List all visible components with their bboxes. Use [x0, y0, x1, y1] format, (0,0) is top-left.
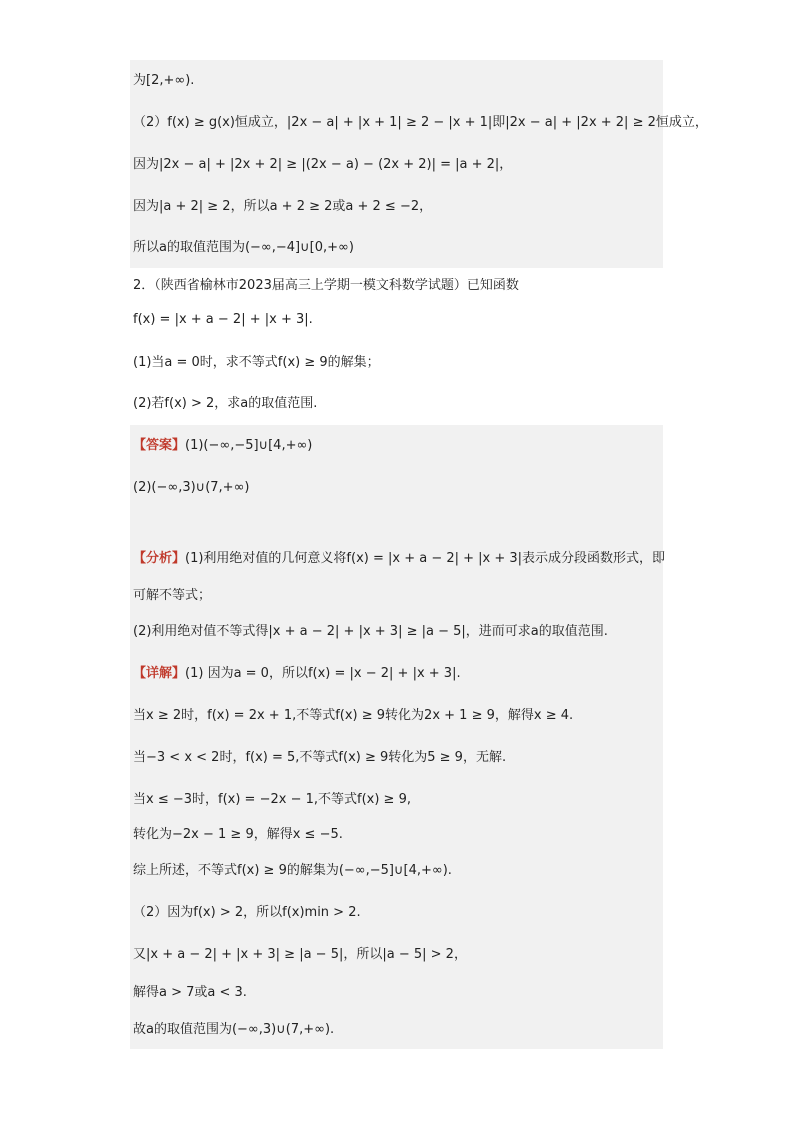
problem-heading: 2．（陕西省榆林市2023届高三上学期一模文科数学试题）已知函数	[133, 278, 519, 293]
text-line: 所以a的取值范围为(−∞,−4]∪[0,+∞)	[133, 240, 354, 255]
detail-text-1: (1) 因为a = 0，所以f(x) = |x − 2| + |x + 3|.	[185, 666, 461, 681]
detail-text-3: 当−3 < x < 2时，f(x) = 5,不等式f(x) ≥ 9转化为5 ≥ 9，无解.	[133, 750, 507, 765]
analysis-text-2: 可解不等式；	[133, 588, 212, 603]
text-line: 因为|2x − a| + |2x + 2| ≥ |(2x − a) − (2x + 2)| = |a + 2|，	[133, 157, 513, 172]
detail-text-7: （2）因为f(x) > 2，所以f(x)min > 2.	[133, 905, 361, 920]
detail-text-8: 又|x + a − 2| + |x + 3| ≥ |a − 5|，所以|a − 5| > 2，	[133, 947, 467, 962]
answer-1: (1)(−∞,−5]∪[4,+∞)	[185, 438, 313, 453]
problem-function: f(x) = |x + a − 2| + |x + 3|.	[133, 312, 313, 327]
text-line: 因为|a + 2| ≥ 2，所以a + 2 ≥ 2或a + 2 ≤ −2，	[133, 199, 433, 214]
detail-tag: 【详解】	[133, 666, 186, 681]
detail-line-1	[133, 664, 461, 684]
text-line: （2）f(x) ≥ g(x)恒成立，|2x − a| + |x + 1| ≥ 2 − |x + 1|即|2x − a| + |2x + 2| ≥ 2恒成立，	[133, 115, 708, 130]
analysis-line-1	[133, 549, 665, 569]
text-line: 为[2,+∞).	[133, 73, 195, 88]
question-2: (2)若f(x) > 2，求a的取值范围.	[133, 396, 318, 411]
analysis-text-1: (1)利用绝对值的几何意义将f(x) = |x + a − 2| + |x + 3|表示成分段函数形式，即	[185, 551, 666, 566]
detail-text-4: 当x ≤ −3时，f(x) = −2x − 1,不等式f(x) ≥ 9,	[133, 792, 411, 807]
detail-text-2: 当x ≥ 2时，f(x) = 2x + 1,不等式f(x) ≥ 9转化为2x + 1 ≥ 9，解得x ≥ 4.	[133, 708, 574, 723]
answer-tag: 【答案】	[133, 438, 186, 453]
answer-2: (2)(−∞,3)∪(7,+∞)	[133, 480, 250, 495]
detail-text-6: 综上所述，不等式f(x) ≥ 9的解集为(−∞,−5]∪[4,+∞).	[133, 863, 452, 878]
detail-text-9: 解得a > 7或a < 3.	[133, 985, 247, 1000]
analysis-tag: 【分析】	[133, 551, 186, 566]
answer-line-1	[133, 436, 312, 456]
question-1: (1)当a = 0时，求不等式f(x) ≥ 9的解集；	[133, 355, 380, 370]
detail-text-10: 故a的取值范围为(−∞,3)∪(7,+∞).	[133, 1022, 335, 1037]
detail-text-5: 转化为−2x − 1 ≥ 9，解得x ≤ −5.	[133, 827, 343, 842]
analysis-text-3: (2)利用绝对值不等式得|x + a − 2| + |x + 3| ≥ |a − 5|，进而可求a的取值范围.	[133, 624, 608, 639]
